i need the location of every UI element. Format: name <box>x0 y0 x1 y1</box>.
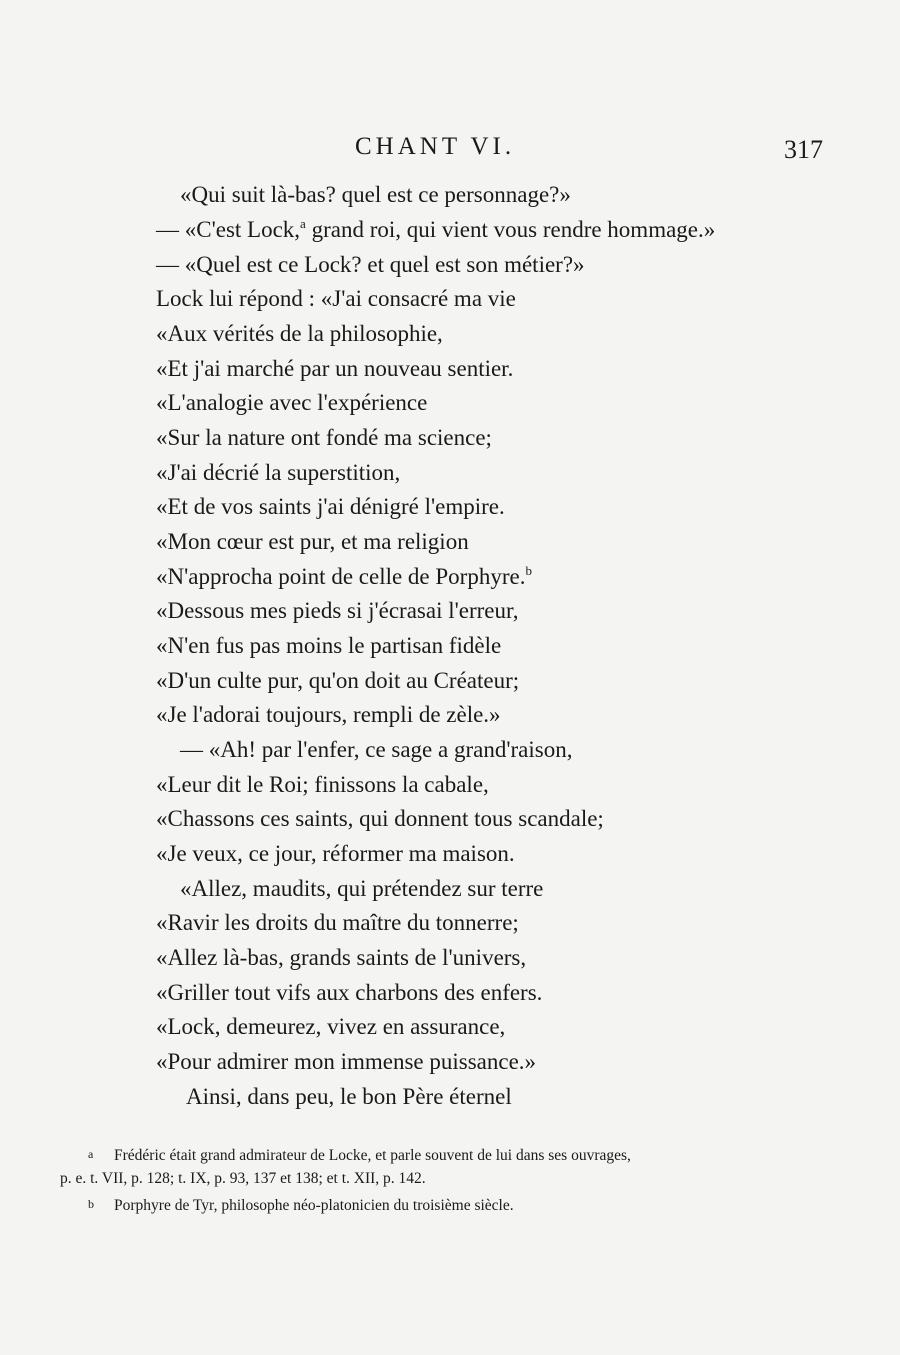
verse-line: «Aux vérités de la philosophie, <box>156 321 443 346</box>
footnote-a-continued <box>60 1167 426 1191</box>
page-number: 317 <box>784 135 823 164</box>
verse-line: «Et j'ai marché par un nouveau sentier. <box>156 356 514 381</box>
footnote-text: p. e. t. VII, p. 128; t. IX, p. 93, 137 et 138; et t. XII, p. 142. <box>60 1170 426 1187</box>
footnote-ref-b: b <box>525 563 532 578</box>
verse-line: «N'approcha point de celle de Porphyre.$^b$ <box>156 563 532 589</box>
footnote-mark-a: a <box>88 1147 94 1161</box>
verse-line: «Leur dit le Roi; finissons la cabale, <box>156 772 489 797</box>
verse-line: «J'ai décrié la superstition, <box>156 460 401 485</box>
running-head <box>0 133 900 167</box>
verse-line: — «C'est Lock,$^a$ grand roi, qui vient vous rendre hommage.» <box>156 216 716 242</box>
verse-line: «Griller tout vifs aux charbons des enfers. <box>156 980 543 1005</box>
footnote-text: Frédéric était grand admirateur de Locke, et parle souvent de lui dans ses ouvrages, <box>114 1147 631 1164</box>
verse-line: Ainsi, dans peu, le bon Père éternel <box>186 1084 512 1109</box>
verse-line: «Mon cœur est pur, et ma religion <box>156 529 469 554</box>
verse-line: «Ravir les droits du maître du tonnerre; <box>156 910 519 935</box>
verse-line: «Pour admirer mon immense puissance.» <box>156 1049 537 1074</box>
verse-line: «Dessous mes pieds si j'écrasai l'erreur, <box>156 598 519 623</box>
footnote-text: Porphyre de Tyr, philosophe néo-platonicien du troisième siècle. <box>114 1197 514 1214</box>
footnote-mark-b: b <box>88 1197 94 1211</box>
verse-line: «Chassons ces saints, qui donnent tous scandale; <box>156 806 604 831</box>
verse-line: «Sur la nature ont fondé ma science; <box>156 425 492 450</box>
verse-line: «Lock, demeurez, vivez en assurance, <box>156 1014 506 1039</box>
verse-line: «Je veux, ce jour, réformer ma maison. <box>156 841 515 866</box>
verse-line: «Allez, maudits, qui prétendez sur terre <box>180 876 544 901</box>
verse-line: «Allez là-bas, grands saints de l'univers, <box>156 945 527 970</box>
verse-line: — «Quel est ce Lock? et quel est son métier?» <box>156 252 585 277</box>
verse-line: «Je l'adorai toujours, rempli de zèle.» <box>156 702 501 727</box>
verse-line: «N'en fus pas moins le partisan fidèle <box>156 633 502 658</box>
footnote-b <box>88 1192 514 1218</box>
verse-line: «Et de vos saints j'ai dénigré l'empire. <box>156 494 505 519</box>
verse-line: «L'analogie avec l'expérience <box>156 390 428 415</box>
verse-line: «D'un culte pur, qu'on doit au Créateur; <box>156 668 520 693</box>
verse-line: — «Ah! par l'enfer, ce sage a grand'raison, <box>180 737 573 762</box>
footnote-ref-a: a <box>300 216 306 231</box>
verse-line: «Qui suit là-bas? quel est ce personnage?» <box>180 182 571 207</box>
verse-line: Lock lui répond : «J'ai consacré ma vie <box>156 286 516 311</box>
chapter-title: CHANT VI. <box>355 133 516 160</box>
footnote-a <box>88 1142 631 1168</box>
